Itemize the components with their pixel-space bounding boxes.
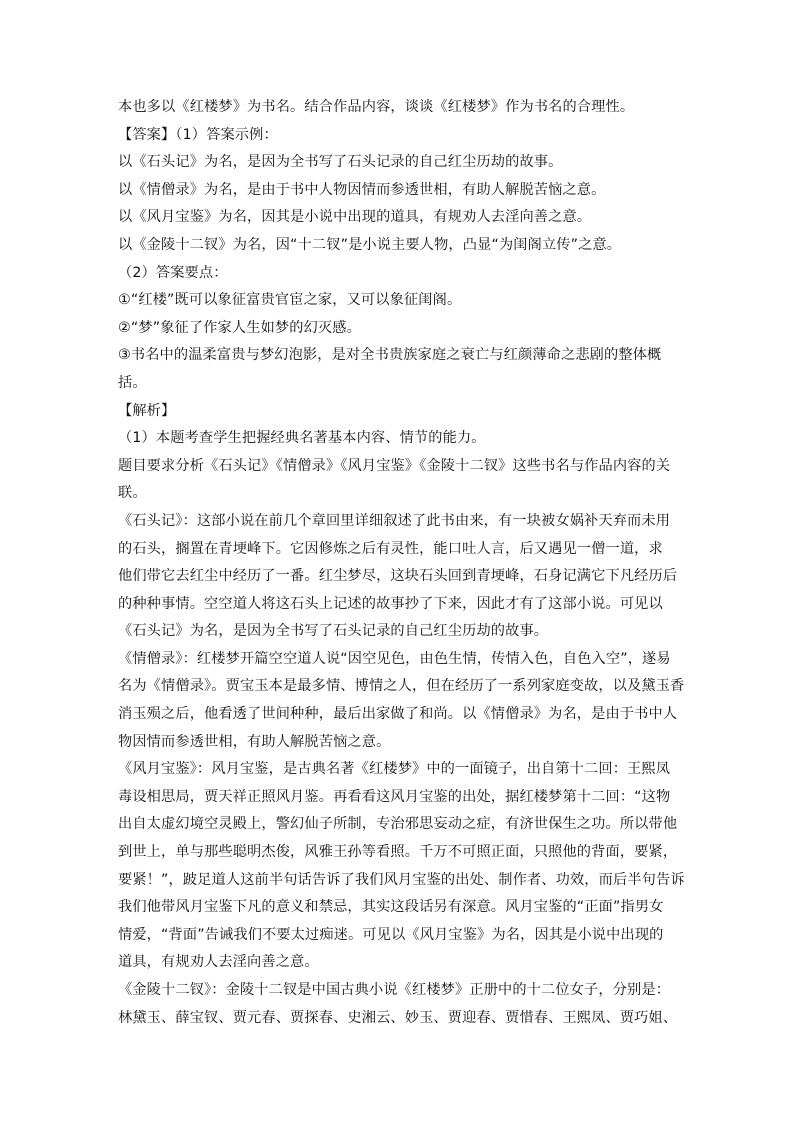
text-line: 《石头记》：这部小说在前几个章回里详细叙述了此书由来，有一块被女娲补天弃而未用 bbox=[118, 512, 671, 529]
text-line: 到世上，单与那些聪明杰俊，风雅王孙等看照。千万不可照正面，只照他的背面，要紧， bbox=[118, 844, 678, 861]
text-line: 本也多以《红楼梦》为书名。结合作品内容，谈谈《红楼梦》作为书名的合理性。 bbox=[118, 99, 635, 115]
text-line: 联。 bbox=[118, 485, 147, 502]
answer-heading: 【答案】（1）答案示例： bbox=[118, 126, 278, 143]
text-line: 《风月宝鉴》：风月宝鉴，是古典名著《红楼梦》中的一面镜子，出自第十二回：王熙凤 bbox=[118, 761, 671, 778]
text-line: 《石头记》为名，是因为全书写了石头记录的自己红尘历劫的故事。 bbox=[118, 623, 549, 640]
text-line: 以《石头记》为名，是因为全书写了石头记录的自己红尘历劫的故事。 bbox=[118, 154, 563, 171]
text-line: 的种种事情。空空道人将这石头上记述的故事抄了下来，因此才有了这部小说。可见以 bbox=[118, 595, 663, 612]
text-line: 《金陵十二钗》：金陵十二钗是中国古典小说《红楼梦》正册中的十二位女子，分别是： bbox=[118, 982, 671, 998]
text-line: 毒设相思局，贾天祥正照风月鉴。再看看这风月宝鉴的出处，据红楼梦第十二回：“这物 bbox=[118, 788, 671, 805]
text-line: 情爱，“背面”告诫我们不要太过痴迷。可见以《风月宝鉴》为名，因其是小说中出现的 bbox=[118, 926, 664, 943]
text-line: 以《金陵十二钗》为名，因“十二钗”是小说主要人物，凸显“为闺阁立传”之意。 bbox=[118, 236, 622, 253]
text-line: 林黛玉、薛宝钗、贾元春、贾探春、史湘云、妙玉、贾迎春、贾惜春、王熙凤、贾巧姐、 bbox=[118, 1009, 678, 1026]
text-line: 消玉殒之后，他看透了世间种种，最后出家做了和尚。以《情僧录》为名，是由于书中人 bbox=[118, 706, 678, 723]
text-line: ②“梦”象征了作家人生如梦的幻灭感。 bbox=[118, 319, 361, 336]
text-line: 道具，有规劝人去淫向善之意。 bbox=[118, 954, 319, 971]
text-line: 的石头，搁置在青埂峰下。它因修炼之后有灵性，能口吐人言，后又遇见一僧一道，求 bbox=[118, 540, 663, 557]
text-line: （1）本题考查学生把握经典名著基本内容、情节的能力。 bbox=[118, 430, 486, 447]
text-line: 名为《情僧录》。贾宝玉本是最多情、博情之人，但在经历了一系列家庭变故，以及黛玉香 bbox=[118, 678, 685, 695]
text-line: 括。 bbox=[118, 374, 147, 391]
text-line: 物因情而参透世相，有助人解脱苦恼之意。 bbox=[118, 733, 391, 750]
text-line: ①“红楼”既可以象征富贵官宦之家，又可以象征闺阁。 bbox=[118, 292, 462, 309]
text-line: 出自太虚幻境空灵殿上，警幻仙子所制，专治邪思妄动之症，有济世保生之功。所以带他 bbox=[118, 816, 678, 833]
text-line: 题目要求分析《石头记》《情僧录》《风月宝鉴》《金陵十二钗》这些书名与作品内容的关 bbox=[118, 457, 671, 474]
document-page bbox=[118, 94, 685, 1032]
text-line: 《情僧录》：红楼梦开篇空空道人说“因空见色，由色生情，传情入色，自色入空”，遂易 bbox=[118, 650, 671, 667]
text-line: ③书名中的温柔富贵与梦幻泡影，是对全书贵族家庭之衰亡与红颜薄命之悲剧的整体概 bbox=[118, 347, 662, 364]
text-line: 以《风月宝鉴》为名，因其是小说中出现的道具，有规劝人去淫向善之意。 bbox=[118, 209, 592, 226]
text-line: 他们带它去红尘中经历了一番。红尘梦尽，这块石头回到青埂峰，石身记满它下凡经历后 bbox=[118, 568, 678, 585]
text-line: 我们他带风月宝鉴下凡的意义和禁忌，其实这段话另有深意。风月宝鉴的“正面”指男女 bbox=[118, 899, 664, 916]
analysis-heading: 【解析】 bbox=[118, 402, 176, 419]
text-line: 要紧！”，跛足道人这前半句话告诉了我们风月宝鉴的出处、制作者、功效，而后半句告诉 bbox=[118, 871, 685, 888]
text-line: （2）答案要点： bbox=[118, 264, 228, 281]
text-line: 以《情僧录》为名，是由于书中人物因情而参透世相，有助人解脱苦恼之意。 bbox=[118, 181, 606, 198]
